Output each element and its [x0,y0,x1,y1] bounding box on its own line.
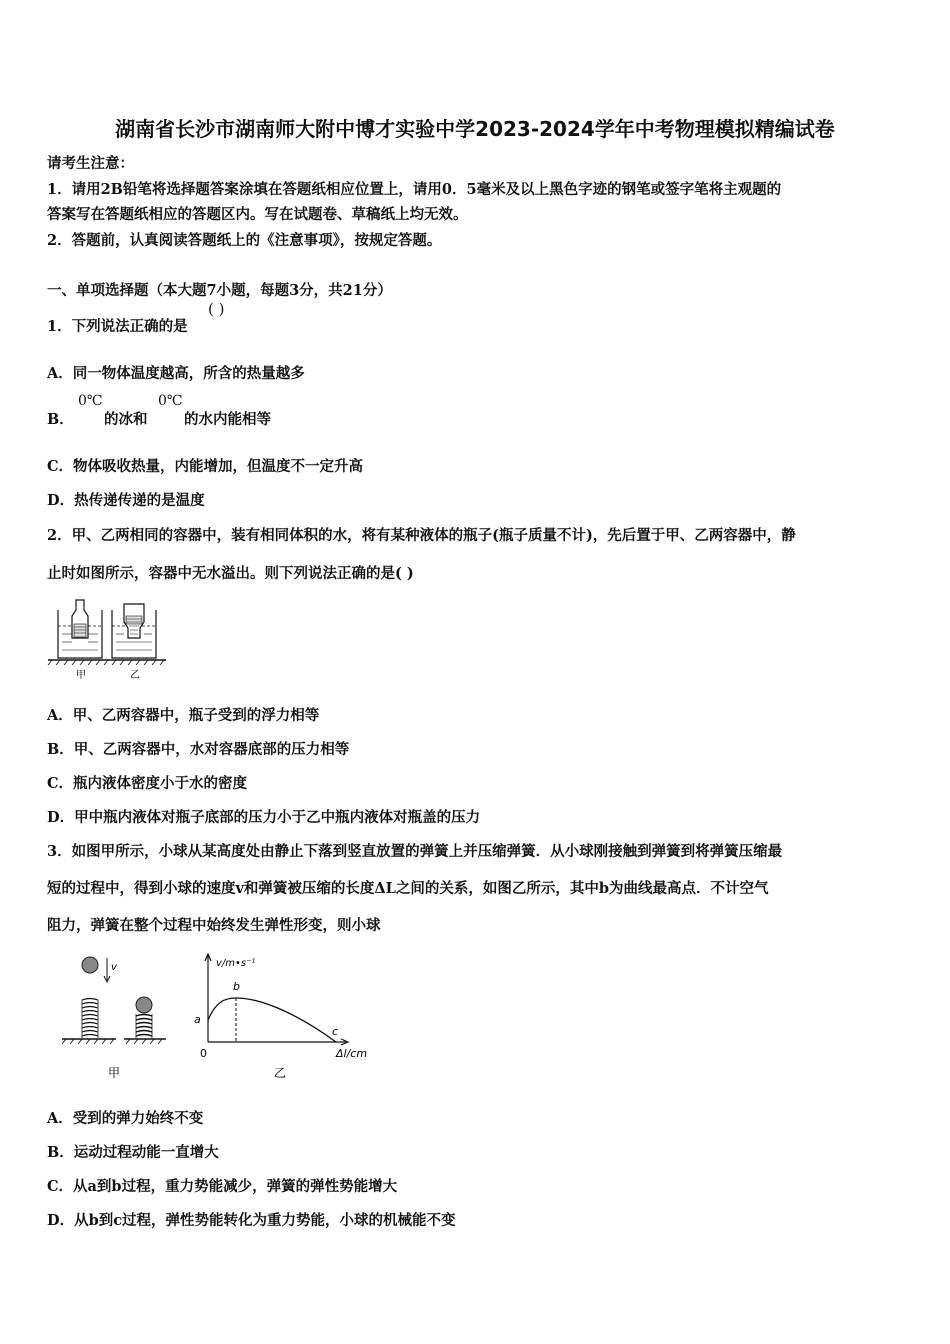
q2-figure [44,592,170,684]
q2-option-b: B．甲、乙两容器中，水对容器底部的压力相等 [47,741,350,758]
q3-stem-line1: 3．如图甲所示，小球从某高度处由静止下落到竖直放置的弹簧上并压缩弹簧．从小球刚接触到弹簧到将弹簧压缩最 [47,843,783,860]
q3-figure-jia [52,950,182,1085]
q3-stem-line3: 阻力，弹簧在整个过程中始终发生弹性形变，则小球 [47,917,381,934]
notice-line2: 2．答题前，认真阅读答题纸上的《注意事项》，按规定答题。 [47,232,442,249]
q2-option-c: C．瓶内液体密度小于水的密度 [47,775,248,792]
q2-figure-label-yi: 乙 [130,670,140,681]
q1-option-a: A．同一物体温度越高，所含的热量越多 [47,365,305,382]
q1-option-b-end: 的水内能相等 [184,411,271,428]
q2-stem-line1: 2．甲、乙两相同的容器中，装有相同体积的水，将有某种液体的瓶子(瓶子质量不计)，先后置于甲、乙两容器中，静 [47,527,796,544]
q2-option-a: A．甲、乙两容器中，瓶子受到的浮力相等 [47,707,320,724]
q3-figure-point-a: a [194,1013,201,1026]
q3-stem-line2: 短的过程中，得到小球的速度v和弹簧被压缩的长度ΔL之间的关系，如图乙所示，其中b为曲线最高点．不计空气 [47,880,769,897]
section-heading: 一、单项选择题（本大题7小题，每题3分，共21分） [47,282,392,299]
q3-figure-x-axis-label: Δl/cm [336,1047,368,1060]
q3-figure-y-axis-label: v/m•s⁻¹ [216,958,256,969]
q2-figure-label-jia: 甲 [76,670,86,681]
page-title: 湖南省长沙市湖南师大附中博才实验中学2023-2024学年中考物理模拟精编试卷 [115,117,835,141]
q1-option-c: C．物体吸收热量，内能增加，但温度不一定升高 [47,458,364,475]
q1-option-d: D．热传递传递的是温度 [47,492,205,509]
q1-option-b-label: B． [47,411,74,428]
q3-figure-point-c: c [332,1025,339,1038]
notice-line1a: 1．请用2B铅笔将选择题答案涂填在答题纸相应位置上，请用0．5毫米及以上黑色字迹的钢笔或签字笔将主观题的 [47,181,782,198]
q3-figure-origin: 0 [200,1047,207,1060]
q2-stem-line2: 止时如图所示，容器中无水溢出。则下列说法正确的是( ) [47,565,414,582]
q1-option-b-temp2: 0℃ [158,393,183,409]
q3-option-a: A．受到的弹力始终不变 [47,1110,204,1127]
q2-option-d: D．甲中瓶内液体对瓶子底部的压力小于乙中瓶内液体对瓶盖的压力 [47,809,481,826]
q3-figure-v-label: v [111,962,117,973]
q3-option-c: C．从a到b过程，重力势能减少，弹簧的弹性势能增大 [47,1178,398,1195]
q3-figure-label-jia: 甲 [108,1066,121,1080]
q3-figure-point-b: b [233,980,240,993]
q1-option-b-mid: 的冰和 [104,411,148,428]
q3-option-d: D．从b到c过程，弹性势能转化为重力势能，小球的机械能不变 [47,1212,456,1229]
q1-answer-paren: ( ) [208,300,225,318]
q3-option-b: B．运动过程动能一直增大 [47,1144,219,1161]
notice-line1b: 答案写在答题纸相应的答题区内。写在试题卷、草稿纸上均无效。 [47,206,468,223]
q3-figure-label-yi: 乙 [274,1066,287,1080]
q3-figure-yi [186,950,386,1085]
q1-stem: 1．下列说法正确的是 [47,318,188,335]
notice-heading: 请考生注意： [47,155,134,172]
q1-option-b-temp1: 0℃ [78,393,103,409]
